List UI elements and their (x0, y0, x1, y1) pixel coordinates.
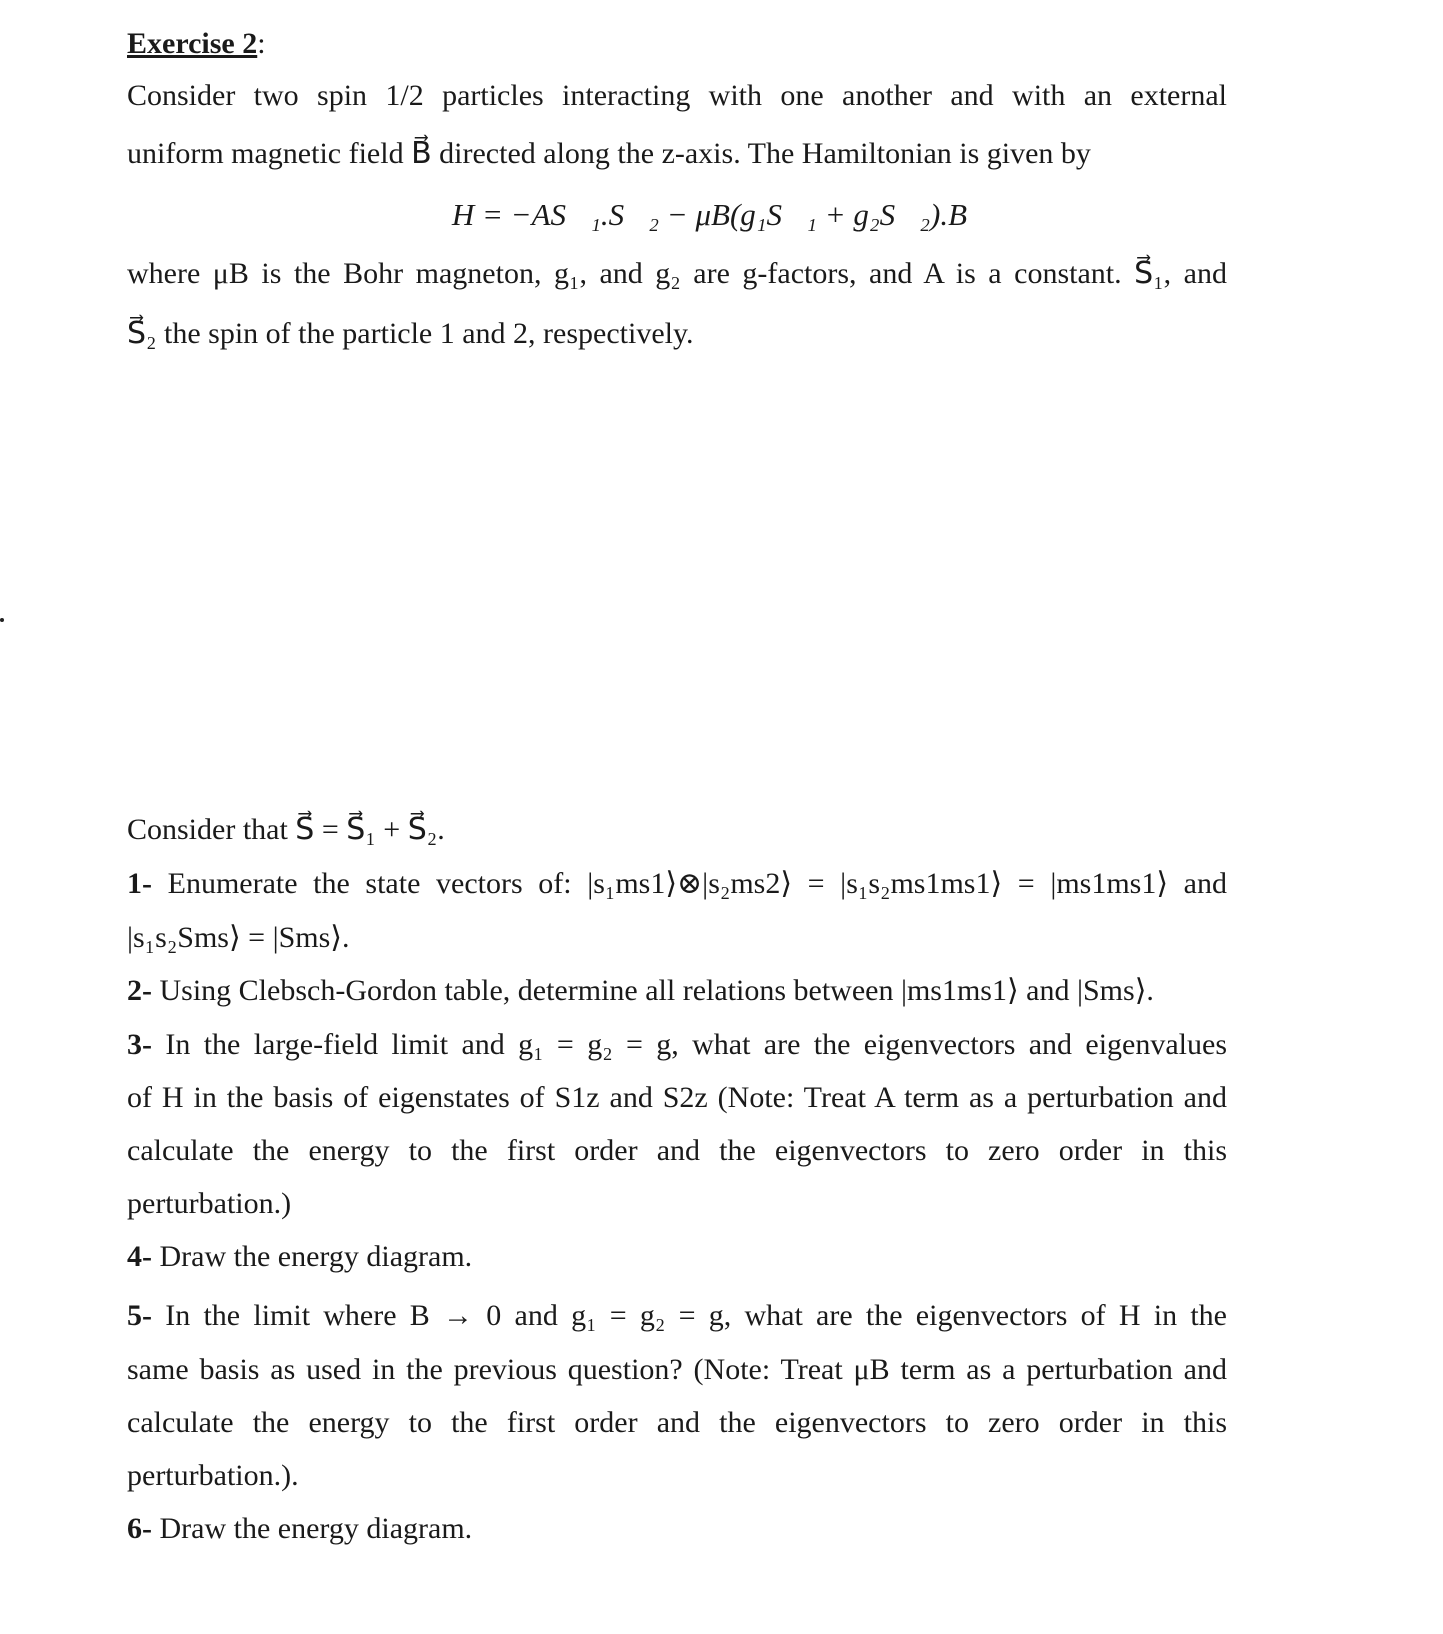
where-line-1: where μB is the Bohr magneton, g₁, and g₂ are g-factors, and A is a constant. S⃗₁, and (127, 257, 1227, 290)
question-2-line-1: 2- Using Clebsch-Gordon table, determine all relations between |ms1ms1⟩ and |Sms⟩. (127, 974, 1154, 1007)
margin-mark (0, 618, 4, 622)
question-5-line-2: same basis as used in the previous question? (Note: Treat μB term as a perturbation and (127, 1353, 1227, 1386)
intro-line-2: uniform magnetic field B⃗ directed along the z-axis. The Hamiltonian is given by (127, 137, 1091, 170)
question-1-line-1: 1- Enumerate the state vectors of: |s₁ms1⟩⊗|s₂ms2⟩ = |s₁s₂ms1ms1⟩ = |ms1ms1⟩ and (127, 867, 1227, 900)
question-1-line-2: |s₁s₂Sms⟩ = |Sms⟩. (127, 921, 350, 954)
exercise-title: Exercise 2: (127, 27, 266, 60)
question-3-line-3: calculate the energy to the first order and the eigenvectors to zero order in this (127, 1134, 1227, 1167)
question-3-line-2: of H in the basis of eigenstates of S1z and S2z (Note: Treat A term as a perturbation and (127, 1081, 1227, 1114)
question-5-line-1: 5- In the limit where B → 0 and g₁ = g₂ = g, what are the eigenvectors of H in the (127, 1299, 1227, 1332)
intro-line-1: Consider two spin 1/2 particles interacting with one another and with an external (127, 79, 1227, 112)
where-line-2: S⃗₂ the spin of the particle 1 and 2, respectively. (127, 317, 694, 350)
question-4-line-1: 4- Draw the energy diagram. (127, 1240, 473, 1273)
hamiltonian-equation: H = −AS⃗₁.S⃗₂ − μB(g₁S⃗₁ + g₂S⃗₂).B⃗ (451, 197, 992, 232)
question-3-line-1: 3- In the large-field limit and g₁ = g₂ = g, what are the eigenvectors and eigenvalues (127, 1028, 1227, 1061)
question-3-line-4: perturbation.) (127, 1187, 292, 1220)
question-6-line-1: 6- Draw the energy diagram. (127, 1512, 473, 1545)
question-5-line-3: calculate the energy to the first order and the eigenvectors to zero order in this (127, 1406, 1227, 1439)
question-5-line-4: perturbation.). (127, 1459, 299, 1492)
consider-line: Consider that S⃗ = S⃗₁ + S⃗₂. (127, 813, 445, 846)
